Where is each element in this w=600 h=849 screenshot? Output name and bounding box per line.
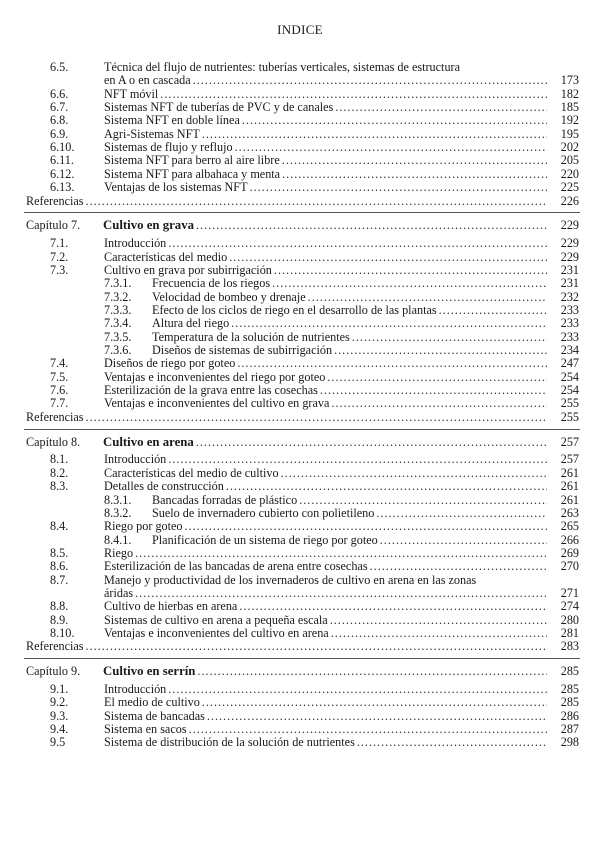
toc-page-number: 287 (560, 722, 579, 737)
toc-title: Ventajas de los sistemas NFT (104, 180, 248, 195)
toc-page-number: 255 (560, 396, 579, 411)
toc-page-number: 271 (560, 585, 579, 600)
toc-number: 7.1. (50, 236, 69, 251)
toc-title: Sistema NFT para berro al aire libre (104, 153, 280, 168)
toc-number: 6.9. (50, 126, 69, 141)
toc-page-number: 233 (560, 316, 579, 331)
toc-number: 6.10. (50, 140, 75, 155)
toc-entry-row[interactable] (0, 639, 600, 654)
dot-leader (196, 218, 547, 233)
dot-leader (86, 639, 547, 654)
toc-page-number: 220 (560, 166, 579, 181)
toc-title: Cultivo en grava (103, 218, 194, 233)
toc-title: Cultivo en serrín (103, 664, 196, 679)
toc-page-number: 205 (560, 153, 579, 168)
toc-title: Agri-Sistemas NFT (104, 126, 200, 141)
toc-title: Riego por goteo (104, 519, 183, 534)
toc-page-number: 247 (560, 356, 579, 371)
toc-title: Sistema de distribución de la solución de nutrientes (104, 735, 355, 750)
toc-title: Cultivo en arena (103, 434, 194, 449)
toc-page-number: 202 (560, 140, 579, 155)
toc-page-number: 234 (560, 343, 579, 357)
chapter-divider (24, 212, 580, 213)
toc-page-number: 233 (560, 302, 579, 317)
toc-page-number: 266 (560, 532, 579, 547)
dot-leader (197, 664, 547, 679)
toc-title: Características del medio de cultivo (104, 465, 279, 480)
toc-title: Manejo y productividad de los invernaderos de cultivo en arena en las zonas (104, 572, 477, 587)
page-title: INDICE (277, 22, 323, 37)
toc-title: Ventajas e inconvenientes del cultivo en arena (104, 626, 329, 640)
toc-title: áridas (104, 585, 134, 600)
toc-title: Frecuencia de los riegos (152, 276, 271, 291)
toc-number: 8.4.1. (104, 532, 132, 547)
toc-title: Temperatura de la solución de nutrientes (152, 329, 350, 344)
toc-number: 8.3.1. (104, 492, 132, 507)
toc-title: en A o en cascada (104, 73, 191, 88)
toc-number: 8.4. (50, 519, 69, 534)
toc-number: 6.12. (50, 166, 75, 181)
toc-number: 8.3.2. (104, 505, 132, 520)
toc-number: 9.5 (50, 735, 66, 750)
toc-number: 9.4. (50, 722, 69, 737)
toc-page-number: 281 (560, 626, 579, 640)
toc-title: Sistema de bancadas (104, 708, 205, 723)
toc-entry-row[interactable] (0, 735, 600, 750)
toc-page-number: 286 (560, 708, 579, 723)
toc-number: 8.10. (50, 626, 75, 640)
toc-title: Sistemas de cultivo en arena a pequeña escala (104, 612, 328, 627)
toc-number: 7.3.5. (104, 329, 132, 344)
toc-title: Sistema en sacos (104, 722, 187, 737)
toc-number: 6.5. (50, 60, 69, 74)
toc-page-number: 261 (560, 465, 579, 480)
dot-leader (86, 410, 547, 425)
toc-title: Sistemas de flujo y reflujo (104, 140, 233, 155)
toc-page-number: 232 (560, 289, 579, 304)
toc-page-number: 285 (560, 664, 579, 679)
toc-page-number: 226 (560, 193, 579, 208)
toc-entry-row[interactable] (0, 410, 600, 425)
dot-leader (86, 194, 547, 209)
toc-number: 7.5. (50, 369, 69, 384)
toc-page-number: 261 (560, 492, 579, 507)
toc-page-number: 192 (560, 113, 579, 128)
toc-number: 7.2. (50, 249, 69, 264)
toc-page-number: 229 (560, 218, 579, 233)
toc-title: Diseños de riego por goteo (104, 356, 236, 371)
toc-page-number: 269 (560, 545, 579, 560)
toc-page-number: 173 (560, 73, 579, 88)
toc-number: 8.9. (50, 612, 69, 627)
toc-title: Altura del riego (152, 316, 230, 331)
toc-number: Capítulo 7. (26, 218, 81, 233)
toc-title: Sistema NFT en doble línea (104, 113, 240, 128)
toc-number: 8.5. (50, 545, 69, 560)
toc-number: 8.2. (50, 465, 69, 480)
toc-title: Riego (104, 545, 134, 560)
toc-title: El medio de cultivo (104, 695, 200, 710)
toc-chapter-row[interactable] (0, 435, 600, 450)
toc-page-number: 255 (560, 409, 579, 424)
toc-chapter-row[interactable] (0, 218, 600, 233)
toc-page-number: 229 (560, 249, 579, 264)
toc-page-number: 285 (560, 682, 579, 697)
toc-number: 7.3.1. (104, 276, 132, 291)
toc-chapter-row[interactable] (0, 664, 600, 679)
toc-number: 8.8. (50, 599, 69, 614)
toc-entry-row[interactable] (0, 194, 600, 209)
toc-number: 7.7. (50, 396, 69, 411)
toc-title: Planificación de un sistema de riego por goteo (152, 532, 378, 547)
toc-number: 7.3.3. (104, 302, 132, 317)
toc-title: Bancadas forradas de plástico (152, 492, 298, 507)
toc-page-number: 261 (560, 479, 579, 494)
toc-number: 6.7. (50, 100, 69, 115)
toc-number: 7.3.4. (104, 316, 132, 331)
toc-title: Diseños de sistemas de subirrigación (152, 343, 333, 357)
toc-page-number: 254 (560, 383, 579, 398)
toc-page-number: 265 (560, 519, 579, 534)
toc-title: Sistema NFT para albahaca y menta (104, 166, 281, 181)
toc-title: Introducción (104, 452, 167, 467)
toc-number: 9.1. (50, 682, 69, 697)
toc-number: 7.3.2. (104, 289, 132, 304)
toc-page-number: 298 (560, 735, 579, 750)
toc-number: 6.8. (50, 113, 69, 128)
toc-page-number: 185 (560, 100, 579, 115)
toc-title: Referencias (26, 639, 84, 654)
toc-number: 8.1. (50, 452, 69, 467)
toc-number: 6.11. (50, 153, 74, 168)
toc-page-number: 231 (560, 262, 579, 277)
toc-title: Cultivo en grava por subirrigación (104, 262, 272, 277)
toc-title: Cultivo de hierbas en arena (104, 599, 238, 614)
toc-title: Técnica del flujo de nutrientes: tuberías verticales, sistemas de estructura (104, 60, 461, 74)
toc-number: 8.6. (50, 559, 69, 574)
chapter-divider (24, 429, 580, 430)
dot-leader (196, 435, 547, 450)
toc-number: Capítulo 9. (26, 664, 81, 679)
toc-number: 8.7. (50, 572, 69, 587)
toc-title: Suelo de invernadero cubierto con polietileno (152, 505, 375, 520)
toc-title: Referencias (26, 409, 84, 424)
toc-number: 6.13. (50, 180, 75, 195)
toc-page-number: 270 (560, 559, 579, 574)
toc-number: 7.6. (50, 383, 69, 398)
toc-page-number: 225 (560, 180, 579, 195)
toc-page-number: 254 (560, 369, 579, 384)
chapter-divider (24, 658, 580, 659)
toc-title: Velocidad de bombeo y drenaje (152, 289, 306, 304)
toc-number: 7.3. (50, 262, 69, 277)
toc-page-number: 274 (560, 599, 579, 614)
toc-page-number: 182 (560, 86, 579, 101)
toc-page-number: 285 (560, 695, 579, 710)
toc-page-number: 257 (560, 434, 579, 449)
toc-title: Esterilización de la grava entre las cosechas (104, 383, 318, 398)
toc-title: Sistemas NFT de tuberías de PVC y de canales (104, 100, 334, 115)
toc-page-number: 231 (560, 276, 579, 291)
toc-number: 7.3.6. (104, 343, 132, 357)
toc-title: NFT móvil (104, 86, 159, 101)
toc-page-number: 283 (560, 639, 579, 654)
toc-title: Características del medio (104, 249, 228, 264)
toc-page-number: 233 (560, 329, 579, 344)
toc-number: 6.6. (50, 86, 69, 101)
toc-number: 7.4. (50, 356, 69, 371)
toc-number: 9.2. (50, 695, 69, 710)
toc-number: 9.3. (50, 708, 69, 723)
toc-page-number: 257 (560, 452, 579, 467)
toc-title: Referencias (26, 193, 84, 208)
toc-title: Ventajas e inconvenientes del riego por goteo (104, 369, 326, 384)
toc-title: Introducción (104, 236, 167, 251)
toc-title: Esterilización de las bancadas de arena entre cosechas (104, 559, 368, 574)
toc-number: 8.3. (50, 479, 69, 494)
toc-title: Detalles de construcción (104, 479, 224, 494)
toc-title: Efecto de los ciclos de riego en el desarrollo de las plantas (152, 302, 437, 317)
toc-page-number: 280 (560, 612, 579, 627)
toc-page-number: 229 (560, 236, 579, 251)
dot-leader (357, 735, 547, 750)
toc-title: Ventajas e inconvenientes del cultivo en grava (104, 396, 330, 411)
toc-title: Introducción (104, 682, 167, 697)
toc-page-number: 263 (560, 505, 579, 520)
toc-number: Capítulo 8. (26, 434, 81, 449)
toc-page-number: 195 (560, 126, 579, 141)
